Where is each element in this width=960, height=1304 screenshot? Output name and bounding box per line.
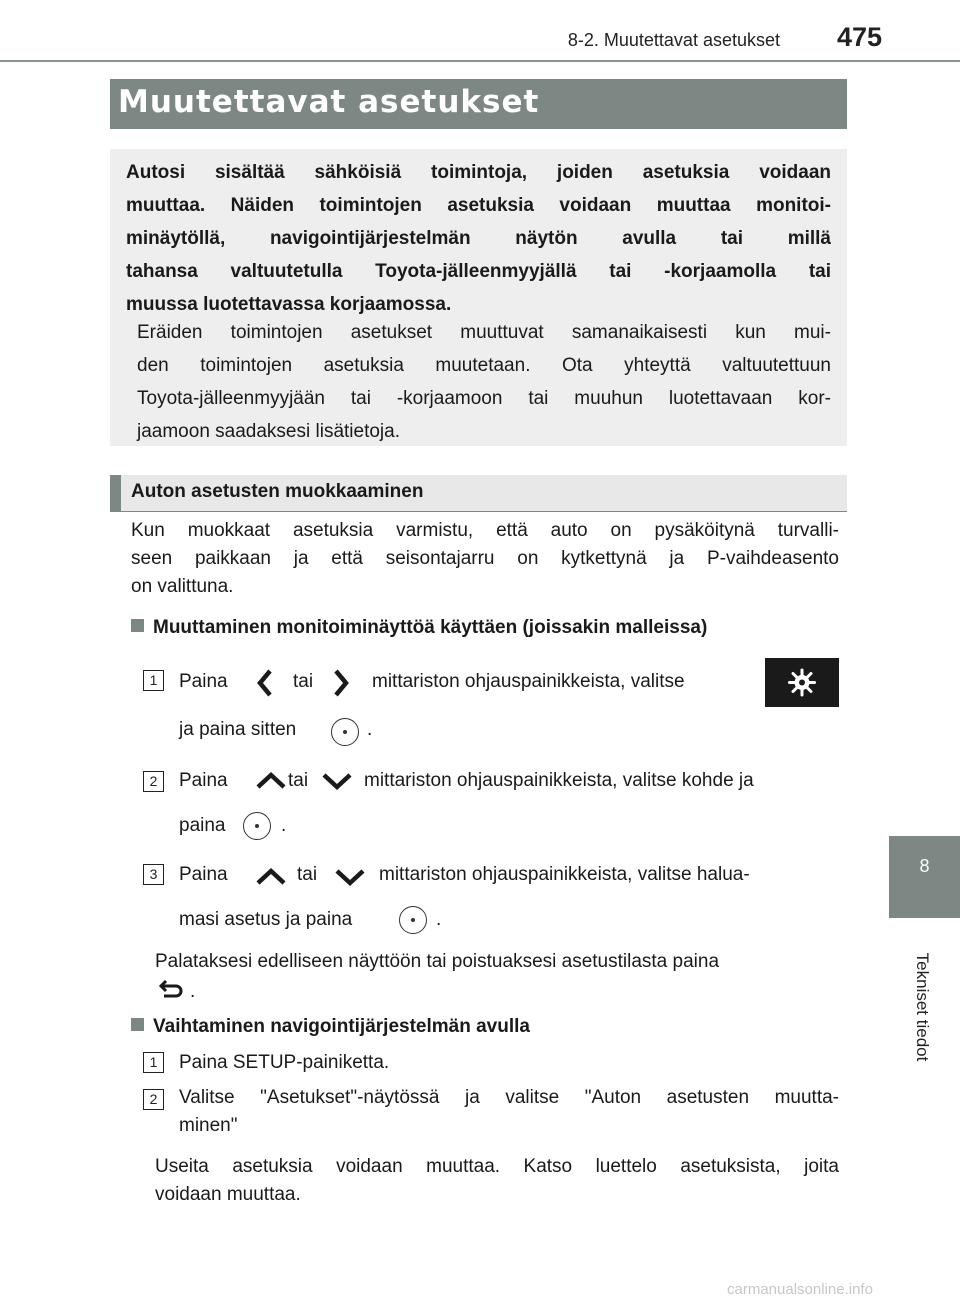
step2-end: . (281, 815, 287, 836)
step3-line2: masi asetus ja paina (179, 909, 353, 930)
down-arrow-icon (320, 770, 354, 792)
ok-button-icon (399, 906, 427, 934)
intro-note-text (137, 316, 831, 448)
back-note: Palataksesi edelliseen näyttöön tai poistuaksesi asetustilasta paina (155, 951, 720, 972)
header-rule (0, 60, 960, 62)
intro-bold-text (126, 156, 831, 321)
step-number: 2 (143, 1089, 164, 1110)
left-arrow-icon (255, 668, 275, 698)
gear-icon (765, 658, 839, 707)
method1-heading-text: Muuttaminen monitoiminäyttöä käyttäen (joissakin malleissa) (153, 617, 708, 638)
step2-word-b: tai (288, 770, 309, 791)
method1-heading (131, 617, 851, 639)
step-number: 2 (143, 771, 164, 792)
intro-note-line: Toyota-jälleenmyyjään tai -korjaamoon tai muuhun luotettavaan kor- (137, 388, 831, 409)
method2-step2-line: minen" (179, 1115, 238, 1136)
section-heading-accent (110, 475, 121, 511)
chapter-tab (889, 836, 960, 918)
step1-word-a: Paina (179, 671, 228, 692)
back-note-end: . (190, 981, 196, 1002)
method2-note (155, 1153, 839, 1209)
intro-bold-line: muuttaa. Näiden toimintojen asetuksia voidaan muuttaa monitoi- (126, 195, 831, 216)
chapter-label: Tekniset tiedot (913, 952, 932, 1062)
method2-heading (131, 1016, 851, 1038)
page-title: Muutettavat asetukset (118, 84, 540, 120)
section-intro-line: seen paikkaan ja että seisontajarru on kytkettynä ja P-vaihdeasento (131, 548, 839, 569)
method2-note-line: voidaan muuttaa. (155, 1184, 301, 1205)
header-section-title: 8-2. Muutettavat asetukset (567, 30, 780, 50)
step1-line2: ja paina sitten (179, 719, 297, 740)
watermark: carmanualsonline.info (727, 1281, 873, 1298)
step3-word-c: mittariston ohjauspainikkeista, valitse halua- (379, 864, 750, 885)
step-number: 1 (143, 1052, 164, 1073)
up-arrow-icon (254, 866, 288, 888)
intro-note-line: Eräiden toimintojen asetukset muuttuvat samanaikaisesti kun mui- (137, 322, 831, 343)
method2-step1-text: Paina SETUP-painiketta. (179, 1052, 390, 1073)
ok-button-icon (331, 718, 359, 746)
step-number: 3 (143, 864, 164, 885)
intro-bold-line: muussa luotettavassa korjaamossa. (126, 294, 452, 315)
down-arrow-icon (333, 866, 367, 888)
section-intro-line: Kun muokkaat asetuksia varmistu, että auto on pysäköitynä turvalli- (131, 520, 839, 541)
back-icon (156, 980, 186, 1000)
step2-word-a: Paina (179, 770, 228, 791)
bullet-square-icon (131, 1018, 144, 1031)
chapter-number: 8 (919, 856, 930, 876)
step1-word-c: mittariston ohjauspainikkeista, valitse (372, 671, 685, 692)
step3-word-a: Paina (179, 864, 228, 885)
step1-end: . (367, 719, 373, 740)
bullet-square-icon (131, 619, 144, 632)
section-intro (131, 517, 839, 601)
right-arrow-icon (331, 668, 351, 698)
intro-bold-line: tahansa valtuutetulla Toyota-jälleenmyyjällä tai -korjaamolla tai (126, 261, 831, 282)
method2-heading-text: Vaihtaminen navigointijärjestelmän avulla (153, 1016, 530, 1037)
step1-word-b: tai (293, 671, 314, 692)
section-rule (110, 511, 847, 512)
method2-step2-text (179, 1084, 839, 1140)
intro-note-line: den toimintojen asetuksia muutetaan. Ota yhteyttä valtuutettuun (137, 355, 831, 376)
intro-bold-line: minäytöllä, navigointijärjestelmän näytön avulla tai millä (126, 228, 831, 249)
up-arrow-icon (254, 770, 288, 792)
step3-end: . (436, 909, 442, 930)
page-number: 475 (836, 22, 882, 52)
section-intro-line: on valittuna. (131, 576, 234, 597)
method2-note-line: Useita asetuksia voidaan muuttaa. Katso luettelo asetuksista, joita (155, 1156, 839, 1177)
intro-note-line: jaamoon saadaksesi lisätietoja. (137, 421, 400, 442)
section-heading: Auton asetusten muokkaaminen (131, 481, 424, 502)
step3-word-b: tai (297, 864, 318, 885)
step-number: 1 (143, 670, 164, 691)
step2-line2: paina (179, 815, 226, 836)
step2-word-c: mittariston ohjauspainikkeista, valitse kohde ja (364, 770, 754, 791)
method2-step2-line: Valitse "Asetukset"-näytössä ja valitse "Auton asetusten muutta- (179, 1087, 839, 1108)
ok-button-icon (243, 812, 271, 840)
intro-bold-line: Autosi sisältää sähköisiä toimintoja, joiden asetuksia voidaan (126, 162, 831, 183)
